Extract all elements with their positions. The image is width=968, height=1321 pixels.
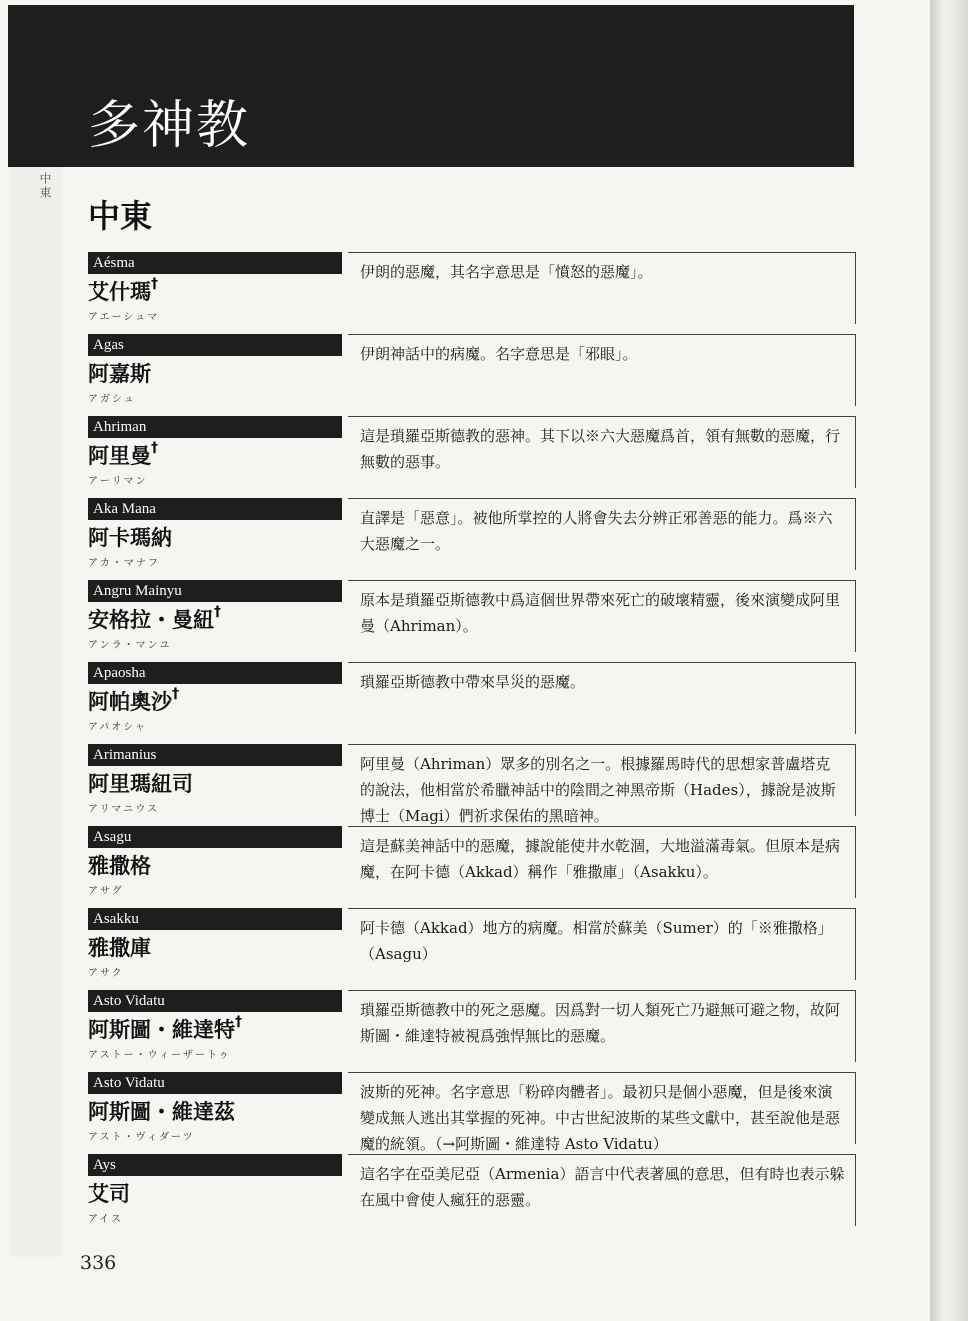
dictionary-entry — [88, 908, 858, 988]
entry-chinese-name — [88, 522, 172, 552]
entry-chinese-name-text: 雅撒庫 — [88, 936, 151, 960]
entry-chinese-name — [88, 686, 179, 716]
entry-katakana-reading: アサグ — [88, 886, 124, 897]
entry-chinese-name — [88, 932, 151, 962]
dictionary-entry — [88, 580, 858, 660]
entry-chinese-name — [88, 604, 221, 634]
side-tab — [10, 167, 62, 1257]
section-title: 中東 — [88, 197, 153, 235]
entry-description: 瑣羅亞斯德教中的死之惡魔。因爲對一切人類死亡乃避無可避之物，故阿斯圖・維達特被視爲強悍無比的惡魔。 — [348, 990, 856, 1062]
entry-english-name: Agas — [88, 334, 342, 356]
dictionary-entry — [88, 990, 858, 1070]
entry-english-name: Aka Mana — [88, 498, 342, 520]
dictionary-entry — [88, 826, 858, 906]
entry-chinese-name-text: 阿嘉斯 — [88, 362, 151, 386]
dagger-mark: † — [151, 276, 158, 292]
entry-katakana-reading: アガシュ — [88, 394, 136, 405]
entry-katakana-reading: アストー・ウィーザートゥ — [88, 1050, 231, 1061]
entry-chinese-name — [88, 358, 151, 388]
entry-katakana-reading: アカ・マナフ — [88, 558, 160, 569]
entry-chinese-name — [88, 440, 158, 470]
entry-description: 直譯是「惡意」。被他所掌控的人將會失去分辨正邪善惡的能力。爲※六大惡魔之一。 — [348, 498, 856, 570]
entry-chinese-name-text: 安格拉・曼紐 — [88, 608, 214, 632]
entry-katakana-reading: アエーシュマ — [88, 312, 160, 323]
entry-katakana-reading: アーリマン — [88, 476, 148, 487]
entry-chinese-name-text: 艾司 — [88, 1182, 130, 1206]
entry-chinese-name — [88, 1096, 235, 1126]
entry-english-name: Arimanius — [88, 744, 342, 766]
entry-chinese-name — [88, 1014, 242, 1044]
page-number: 336 — [80, 1252, 117, 1274]
entry-english-name: Angru Mainyu — [88, 580, 342, 602]
dagger-mark: † — [235, 1014, 242, 1030]
dictionary-entry — [88, 334, 858, 414]
dictionary-entry — [88, 662, 858, 742]
entry-chinese-name-text: 阿帕奧沙 — [88, 690, 172, 714]
dictionary-entry — [88, 498, 858, 578]
entry-description: 這是瑣羅亞斯德教的惡神。其下以※六大惡魔爲首，領有無數的惡魔，行無數的惡事。 — [348, 416, 856, 488]
entry-chinese-name-text: 阿斯圖・維達茲 — [88, 1100, 235, 1124]
dictionary-entry — [88, 1154, 858, 1234]
dagger-mark: † — [172, 686, 179, 702]
entry-chinese-name-text: 阿卡瑪納 — [88, 526, 172, 550]
dagger-mark: † — [151, 440, 158, 456]
entry-chinese-name-text: 阿里曼 — [88, 444, 151, 468]
entry-description: 這是蘇美神話中的惡魔，據說能使井水乾涸，大地溢滿毒氣。但原本是病魔，在阿卡德（Akkad）稱作「雅撒庫」（Asakku）。 — [348, 826, 856, 898]
entry-katakana-reading: アパオシャ — [88, 722, 147, 733]
entry-description: 伊朗的惡魔，其名字意思是「憤怒的惡魔」。 — [348, 252, 856, 324]
entry-description: 伊朗神話中的病魔。名字意思是「邪眼」。 — [348, 334, 856, 406]
entry-english-name: Asagu — [88, 826, 342, 848]
entry-chinese-name — [88, 768, 193, 798]
entry-chinese-name-text: 阿里瑪紐司 — [88, 772, 193, 796]
entry-english-name: Apaosha — [88, 662, 342, 684]
chapter-title: 多神教 — [88, 96, 251, 156]
entry-katakana-reading: アサク — [88, 968, 124, 979]
entry-description: 阿卡德（Akkad）地方的病魔。相當於蘇美（Sumer）的「※雅撒格」（Asagu） — [348, 908, 856, 980]
dictionary-entry — [88, 744, 858, 824]
entry-chinese-name — [88, 276, 158, 306]
entry-chinese-name — [88, 850, 151, 880]
entry-english-name: Asto Vidatu — [88, 1072, 342, 1094]
dictionary-entry — [88, 252, 858, 332]
entry-description: 原本是瑣羅亞斯德教中爲這個世界帶來死亡的破壞精靈，後來演變成阿里曼（Ahriman）。 — [348, 580, 856, 652]
page-gutter-shadow — [930, 0, 968, 1321]
entry-english-name: Asto Vidatu — [88, 990, 342, 1012]
dictionary-entry — [88, 416, 858, 496]
entry-chinese-name-text: 阿斯圖・維達特 — [88, 1018, 235, 1042]
entry-english-name: Aésma — [88, 252, 342, 274]
entry-katakana-reading: アンラ・マンユ — [88, 640, 172, 651]
entry-katakana-reading: アスト・ヴィダーツ — [88, 1132, 195, 1143]
entry-description: 阿里曼（Ahriman）眾多的別名之一。根據羅馬時代的思想家普盧塔克的說法，他相當於希臘神話中的陰間之神黑帝斯（Hades），據說是波斯博士（Magi）們祈求保佑的黑暗神。 — [348, 744, 856, 816]
dictionary-entry — [88, 1072, 858, 1152]
entry-chinese-name-text: 艾什瑪 — [88, 280, 151, 304]
entry-description: 波斯的死神。名字意思「粉碎肉體者」。最初只是個小惡魔，但是後來演變成無人逃出其掌握的死神。中古世紀波斯的某些文獻中，甚至說他是惡魔的統領。（→阿斯圖・維達特 Asto Vidatu） — [348, 1072, 856, 1144]
entry-english-name: Ays — [88, 1154, 342, 1176]
entry-katakana-reading: アリマニウス — [88, 804, 160, 815]
dagger-mark: † — [214, 604, 221, 620]
entry-chinese-name — [88, 1178, 130, 1208]
entry-katakana-reading: アイス — [88, 1214, 123, 1225]
entry-english-name: Ahriman — [88, 416, 342, 438]
entry-chinese-name-text: 雅撒格 — [88, 854, 151, 878]
side-tab-label: 中東 — [38, 172, 52, 200]
entry-english-name: Asakku — [88, 908, 342, 930]
entry-description: 瑣羅亞斯德教中帶來旱災的惡魔。 — [348, 662, 856, 734]
entry-description: 這名字在亞美尼亞（Armenia）語言中代表著風的意思，但有時也表示躲在風中會使人瘋狂的惡靈。 — [348, 1154, 856, 1226]
